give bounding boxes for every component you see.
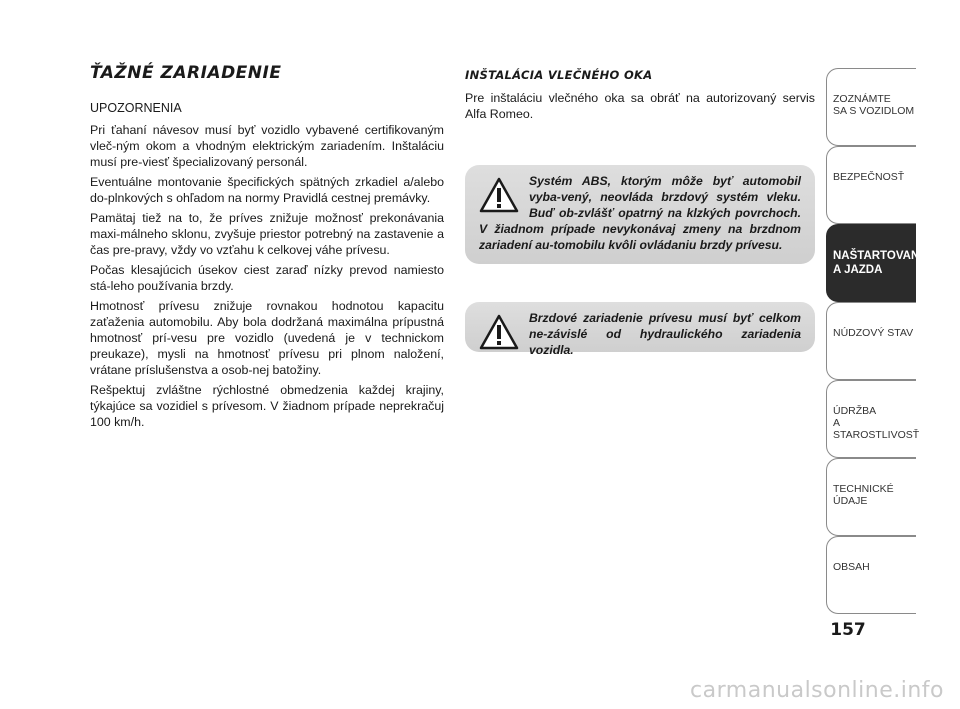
tab-label: OBSAH bbox=[833, 561, 870, 573]
tab-label: TECHNICKÉ bbox=[833, 483, 894, 495]
tab-label: BEZPEČNOSŤ bbox=[833, 171, 905, 183]
tab-bezpecnost[interactable] bbox=[826, 146, 916, 224]
installation-paragraph: Pre inštaláciu vlečného oka sa obráť na autorizovaný servis Alfa Romeo. bbox=[465, 91, 815, 121]
tab-obsah[interactable] bbox=[826, 536, 916, 614]
paragraph-3: Pamätaj tiež na to, že príves znižuje možnosť prekonávania maxi-málneho sklonu, zvyšuje priestor potrebný na zastavenie a čas pre-pravy, vždy vo vzťahu k celkovej váhe prívesu. bbox=[90, 211, 444, 257]
paragraph-5: Hmotnosť prívesu znižuje rovnakou hodnotou kapacitu zaťaženia automobilu. Aby bola dodržaná maximálna prípustná hmotnosť prí-vesu pre vozidlo (uvedená je v technickom preukaze), mysli na hmotnosť prívesu pri plnom naložení, vrátane príslušenstva a osob-nej batožiny. bbox=[90, 299, 444, 377]
tab-label: ÚDRŽBA bbox=[833, 405, 877, 417]
page-title: ŤAŽNÉ ZARIADENIE bbox=[90, 63, 282, 83]
right-column bbox=[465, 68, 815, 122]
tab-label-line2: A JAZDA bbox=[833, 264, 883, 276]
paragraph-6: Rešpektuj zvláštne rýchlostné obmedzenia každej krajiny, týkajúce sa vozidiel s prívesom. V žiadnom prípade neprekračuj 100 km/h. bbox=[90, 383, 444, 429]
warning-text-brake: Brzdové zariadenie prívesu musí byť celkom ne-závislé od hydraulického zariadenia vozidla. bbox=[529, 311, 801, 357]
tab-label-line2: A STAROSTLIVOSŤ bbox=[833, 417, 920, 441]
tab-label-line2: SA S VOZIDLOM bbox=[833, 105, 915, 117]
warning-box-brake bbox=[465, 302, 815, 357]
tab-nudzovy-stav[interactable] bbox=[826, 302, 916, 380]
tab-udrzba[interactable] bbox=[826, 380, 920, 458]
page-number: 157 bbox=[830, 620, 866, 640]
paragraph-4: Počas klesajúcich úsekov ciest zaraď nízky prevod namiesto stá-leho používania brzdy. bbox=[90, 263, 444, 293]
tab-technicke-udaje[interactable] bbox=[826, 458, 916, 536]
section-title: INŠTALÁCIA VLEČNÉHO OKA bbox=[465, 68, 653, 82]
warning-triangle-icon bbox=[479, 314, 519, 350]
watermark: carmanualsonline.info bbox=[690, 678, 944, 703]
tab-nastartovanie[interactable] bbox=[826, 224, 931, 302]
paragraph-2: Eventuálne montovanie špecifických spätných zrkadiel a/alebo do-plnkových s ohľadom na normy Pravidlá cestnej premávky. bbox=[90, 175, 444, 205]
tab-label: NAŠTARTOVANIE bbox=[833, 250, 931, 262]
paragraph-1: Pri ťahaní návesov musí byť vozidlo vybavené certifikovaným vleč-ným okom a vhodným elektrickým zariadením. Inštaláciu musí pre-viesť špecializovaný personál. bbox=[90, 123, 444, 169]
left-column bbox=[90, 62, 444, 434]
tab-label: ZOZNÁMTE bbox=[833, 93, 891, 105]
warning-triangle-icon bbox=[479, 177, 519, 213]
warning-text-abs: Systém ABS, ktorým môže byť automobil vyba-vený, neovláda brzdový systém vleku. Buď ob-zvlášť opatrný na klzkých povrchoch. V žiadnom prípade nevykonávaj zmeny na brzdnom zariadení au-tomobilu kvôli ovládaniu brzdy prívesu. bbox=[479, 174, 801, 252]
warnings-subheading: UPOZORNENIA bbox=[90, 101, 182, 115]
tab-label: NÚDZOVÝ STAV bbox=[833, 327, 914, 339]
tab-zoznamte[interactable] bbox=[826, 68, 916, 146]
tab-label-line2: ÚDAJE bbox=[833, 495, 868, 507]
warning-box-abs bbox=[465, 165, 815, 264]
